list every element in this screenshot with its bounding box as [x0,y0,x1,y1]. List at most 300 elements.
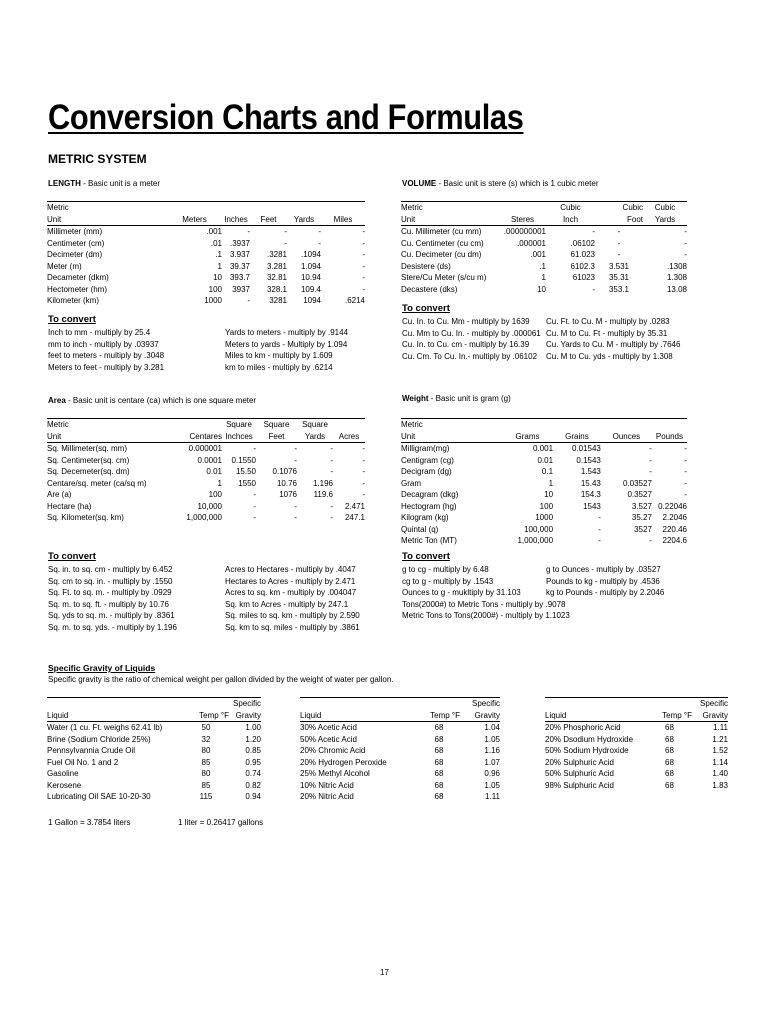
table-cell: 1.00 [245,723,261,733]
column-header: Unit [401,431,502,443]
column-header-top [47,698,183,710]
conversion-formula: Sq. Ft. to sq. m. - multiply by .0929 [48,588,172,598]
table-cell: Quintal (q) [401,524,439,534]
table-cell: .001 [206,227,222,237]
volume-convert-right [546,316,680,362]
volume-heading: VOLUME - Basic unit is stere (s) which is 1 cubic meter [402,179,599,188]
conversion-formula: Cu. In. to Cu. cm - multiply by 16.39 [402,340,530,350]
table-cell: 1.14 [712,757,728,767]
column-header-top: Cubic [595,202,643,214]
conversion-formula: Pounds to kg - multiply by .4536 [546,576,660,586]
table-cell: 85 [201,780,211,790]
conversion-formula: Sq. in. to sq. cm - multiply by 6.452 [48,565,173,574]
column-header-top: Specific [460,698,500,710]
table-cell: - [362,238,365,248]
area-convert-heading: To convert [48,551,96,562]
table-cell: 1.094 [300,261,321,271]
conversion-formula: Cu. M to Cu. yds - multiply by 1.308 [546,351,673,361]
conversion-formula: Cu. Cm. To Cu. In.- multiply by .06102 [402,351,538,361]
column-header: Unit [47,431,157,443]
table-row [47,478,365,490]
column-header: Grams [502,431,553,443]
table-cell: 13.08 [666,284,687,294]
table-cell: 0.1543 [576,455,601,465]
conversion-formula: Acres to Hectares - multiply by .4047 [225,565,356,574]
table-cell: .001 [530,250,546,260]
column-header: Yards [643,214,687,226]
table-cell: 1.21 [712,734,728,744]
table-row [401,535,687,547]
table-cell: 1094 [303,296,321,306]
table-cell: 1 [541,273,546,283]
table-cell: Decimeter (dm) [47,250,103,260]
table-cell: 68 [665,723,674,733]
table-row [47,466,365,478]
table-cell: 1000 [204,296,222,306]
table-cell: 1.20 [245,734,261,744]
conversion-formula [546,610,664,622]
table-cell: 1.05 [484,780,500,790]
table-cell: 10.76 [276,478,297,488]
column-header-top: Square [297,419,333,431]
table-cell: 32.81 [266,273,287,283]
table-cell: Sq. Millimeter(sq. mm) [47,444,128,454]
table-cell: Decameter (dkm) [47,273,109,283]
table-cell: Centigram (cg) [401,455,454,465]
column-header: Gravity [692,710,728,722]
table-cell: 50% Sodium Hydroxide [545,746,629,756]
table-cell: Hectogram (hg) [401,501,457,511]
column-header-top [300,698,418,710]
table-cell: 247.1 [344,513,365,523]
table-cell: 1,000,000 [517,536,554,546]
table-row [545,734,728,746]
table-cell: .1308 [666,261,687,271]
table-cell: 68 [434,723,444,733]
table-cell: 0.96 [484,769,500,779]
length-convert-left [48,327,164,373]
table-cell: - [318,238,321,248]
volume-convert-heading: To convert [402,303,450,314]
column-header: Ounces [601,431,652,443]
table-cell: - [362,467,365,477]
table-cell: 20% Chromic Acid [300,746,366,756]
table-cell: 1.40 [712,769,728,779]
table-row [300,768,500,780]
table-cell: 0.74 [245,769,261,779]
table-cell: 0.1076 [272,467,297,477]
table-cell: .3281 [266,250,287,260]
table-cell: - [330,444,333,454]
table-cell: - [684,467,687,477]
column-header: Inches [222,214,250,226]
table-cell: - [362,261,365,271]
table-cell: 393.7 [229,273,250,283]
column-header-top [157,419,222,431]
table-cell: 10 [544,490,554,500]
table-cell: - [284,238,287,248]
table-row [401,443,687,455]
table-cell: 3937 [232,284,250,294]
table-row [47,791,261,803]
table-cell: - [684,490,687,500]
column-header-top [287,202,321,214]
table-row [545,780,728,792]
page-number: 17 [380,968,389,977]
table-row [545,757,728,769]
table-cell: 1.52 [712,746,728,756]
length-convert-right [225,327,348,373]
table-cell: - [294,455,297,465]
column-header-top: Specific [229,698,261,710]
table-cell: 25% Methyl Alcohol [300,769,370,779]
table-cell: - [649,444,652,454]
table-row [47,501,365,513]
table-row [401,501,687,513]
table-cell: Kilometer (km) [47,296,100,306]
table-row [47,455,365,467]
column-header-top: Cubic [643,202,687,214]
table-cell: - [318,227,321,237]
table-cell: 10,000 [197,501,222,511]
table-cell: 100 [208,490,222,500]
table-cell: 220.46 [662,524,687,534]
table-cell: - [330,455,333,465]
table-row [401,261,687,273]
table-cell: Metric Ton (MT) [401,536,457,546]
column-header-top [167,202,222,214]
table-cell: 68 [434,757,444,767]
table-cell: 85 [201,757,211,767]
table-cell: 0.000001 [188,444,222,454]
table-cell: 68 [665,769,674,779]
table-cell: 68 [434,780,444,790]
table-cell: 115 [199,792,213,802]
table-cell: 50% Sulphuric Acid [545,769,614,779]
table-cell: - [247,296,250,306]
table-cell: 100 [208,284,222,294]
table-cell: - [617,250,621,260]
table-cell: Pennsylvannia Crude Oil [47,746,136,756]
column-header: Temp °F [647,710,692,722]
table-cell: 1000 [535,513,554,523]
table-cell: 10 [213,273,222,283]
table-cell: 0.82 [245,780,261,790]
table-row [47,295,365,307]
table-cell: Decastere (dks) [401,284,458,294]
table-cell: .1094 [300,250,321,260]
conversion-formula: Meters to yards - Multiply by 1.094 [225,339,348,349]
table-cell: - [592,284,595,294]
column-header: Miles [321,214,365,226]
area-convert-left [48,564,177,634]
table-cell: Meter (m) [47,261,82,271]
conversion-formula: Cu. Yards to Cu. M - multiply by .7646 [546,340,681,350]
table-cell: 68 [434,792,444,802]
table-cell: 10.94 [300,273,321,283]
table-cell: 328.1 [266,284,287,294]
conversion-formula: Meters to feet - multiply by 3.281 [48,362,165,372]
table-cell: Sq. Kilometer(sq. km) [47,513,124,523]
table-cell: Hectare (ha) [47,501,92,511]
table-cell: 1.308 [666,273,687,283]
table-cell: 3.281 [266,261,287,271]
table-row [47,734,261,746]
table-cell: Kilogram (kg) [401,513,449,523]
table-row [401,272,687,284]
column-header-top [499,202,546,214]
column-header-top: Metric [47,419,157,431]
table-cell: 100,000 [524,524,554,534]
table-cell: 1.05 [484,734,500,744]
table-cell: - [284,227,287,237]
conversion-formula: kg to Pounds - multiply by 2.2046 [546,588,665,598]
volume-convert-left [402,316,541,362]
table-cell: 6102.3 [570,261,595,271]
table-cell: 61023 [572,273,595,283]
table-cell: 3.527 [631,501,652,511]
table-cell: 20% Nitric Acid [300,792,354,802]
table-cell: 0.01543 [571,444,601,454]
table-cell: 2.2046 [662,513,687,523]
table-cell: 50% Acetic Acid [300,734,357,744]
column-header: Acres [333,431,365,443]
table-cell: .000001 [517,238,546,248]
table-cell: 0.0001 [197,455,222,465]
table-cell: - [362,444,365,454]
table-cell: 20% Dsodium Hydroxide [545,734,634,744]
conversion-formula: Sq. km to sq. miles - multiply by .3861 [225,622,360,632]
column-header-top [183,698,229,710]
conversion-formula: Miles to km - multiply by 1.609 [225,351,333,361]
table-cell: - [253,444,256,454]
weight-convert-right [546,564,664,622]
column-header-top: Metric [401,419,502,431]
table-cell: - [649,536,652,546]
table-cell: 1.543 [580,467,601,477]
column-header: Grains [553,431,601,443]
column-header-top: Cubic [546,202,595,214]
table-cell: 1 [217,478,222,488]
table-row [401,489,687,501]
metric-system-heading: METRIC SYSTEM [48,152,147,166]
table-row [545,722,728,734]
column-header: Gravity [229,710,261,722]
table-cell: 68 [665,746,674,756]
table-row [401,284,687,296]
table-cell: 10 [537,284,546,294]
table-cell: Decagram (dkg) [401,490,459,500]
table-cell: 0.01 [206,467,222,477]
conversion-formula: Cu. Mm to Cu. In. - multiply by .000061 [402,328,541,338]
conversion-formula: Acres to sq. km - multiply by .004047 [225,588,357,598]
table-cell: Water (1 cu. Ft. weighs 62.41 lb) [47,723,163,733]
table-row [300,791,500,803]
table-cell: .000000001 [503,227,546,237]
column-header-top [601,419,652,431]
table-cell: 1.196 [312,478,333,488]
table-cell: 2.471 [344,501,365,511]
table-cell: Sq. Decemeter(sq. dm) [47,467,130,477]
table-cell: 68 [434,734,444,744]
table-cell: 68 [665,757,674,767]
column-header: Foot [595,214,643,226]
column-header-top [250,202,287,214]
column-header: Meters [167,214,222,226]
conversion-formula: Sq. miles to sq. km - multiply by 2.590 [225,611,360,621]
table-cell: Kerosene [47,780,82,790]
column-header: Unit [401,214,499,226]
table-row [47,780,261,792]
table-cell: - [684,250,687,260]
column-header: Pounds [652,431,687,443]
table-cell: - [617,227,621,237]
column-header-top: Metric [401,202,499,214]
table-cell: Millimeter (mm) [47,227,103,237]
area-table [47,418,365,524]
table-cell: 80 [201,769,211,779]
length-table [47,201,365,307]
table-cell: - [684,455,687,465]
conversion-formula: Yards to meters - multiply by .9144 [225,328,349,337]
table-cell: 35.27 [631,513,652,523]
column-header: Liquid [47,710,183,722]
table-cell: - [294,513,297,523]
table-cell: 32 [201,734,211,744]
column-header: Liquid [545,710,647,722]
table-row [47,226,365,238]
table-row [300,745,500,757]
table-cell: - [617,238,621,248]
table-cell: Cu. Decimeter (cu dm) [401,250,482,260]
table-cell: 1550 [238,478,256,488]
table-cell: 0.22046 [658,501,687,511]
table-cell: 1.11 [485,792,500,802]
table-cell: 15.43 [580,478,601,488]
table-cell: - [294,444,297,454]
table-cell: - [330,513,333,523]
table-cell: 10% Nitric Acid [300,780,354,790]
table-cell: - [598,524,601,534]
table-cell: - [253,501,256,511]
column-header-top: Metric [47,202,167,214]
table-cell: - [684,444,687,454]
table-cell: - [362,250,365,260]
table-cell: Gram [401,478,421,488]
table-row [300,757,500,769]
column-header: Gravity [460,710,500,722]
conversion-formula: Cu. Ft. to Cu. M - multiply by .0283 [546,317,670,326]
table-cell: - [649,455,652,465]
conversion-formula: feet to meters - multiply by .3048 [48,351,165,361]
conversion-formula: Inch to mm - multiply by 25.4 [48,328,151,337]
table-cell: - [330,467,333,477]
conversion-formula: cg to g - multiply by .1543 [402,576,494,586]
table-cell: 109.4 [300,284,321,294]
table-row [47,272,365,284]
liter-note: 1 liter = 0.26417 gallons [178,818,264,827]
table-cell: Cu. Millimeter (cu mm) [401,227,482,237]
table-cell: 0.001 [533,444,554,454]
table-cell: - [684,227,687,237]
column-header-top: Square [222,419,256,431]
table-cell: .01 [210,238,222,248]
table-cell: 154.3 [580,490,601,500]
table-cell: - [598,513,601,523]
table-cell: - [362,284,365,294]
table-cell: .6214 [344,296,365,306]
weight-convert-left [402,564,570,622]
table-row [300,734,500,746]
table-cell: 0.85 [245,746,261,756]
table-cell: 39.37 [229,261,250,271]
table-cell: .3937 [229,238,250,248]
gallon-note: 1 Gallon = 3.7854 liters [48,818,131,827]
table-cell: - [294,501,297,511]
table-cell: .06102 [570,238,595,248]
table-cell: 1543 [583,501,601,511]
column-header: Liquid [300,710,418,722]
table-row [47,238,365,250]
table-row [300,780,500,792]
specific-gravity-heading: Specific Gravity of Liquids [48,663,156,673]
conversion-formula: Sq. km to Acres - multiply by 247.1 [225,599,349,609]
table-cell: - [247,227,250,237]
column-header: Centares [157,431,222,443]
table-cell: 0.94 [245,792,261,802]
weight-convert-heading: To convert [402,551,450,562]
table-cell: - [592,227,595,237]
table-cell: 68 [665,780,674,790]
conversion-formula [546,599,664,611]
table-cell: .1 [215,250,222,260]
column-header: Yards [287,214,321,226]
table-cell: 1.04 [484,723,500,733]
table-cell: - [362,455,365,465]
gravity-table-3 [545,697,728,791]
table-row [545,768,728,780]
table-cell: Gasoline [47,769,79,779]
table-cell: Centare/sq. meter (ca/sq m) [47,478,147,488]
table-cell: Stere/Cu Meter (s/cu m) [401,273,487,283]
table-cell: 1.16 [484,746,500,756]
conversion-formula: Metric Tons to Tons(2000#) - multiply by 1.1023 [402,611,570,621]
table-cell: Lubricating Oil SAE 10-20-30 [47,792,151,802]
table-cell: 0.03527 [622,478,652,488]
column-header-top [553,419,601,431]
weight-heading: Weight - Basic unit is gram (g) [402,394,511,403]
table-cell: - [253,490,256,500]
table-cell: 35.31 [608,273,630,283]
column-header: Feet [256,431,297,443]
table-cell: 68 [434,746,444,756]
table-cell: 1 [217,261,222,271]
volume-table [401,201,687,295]
page-title: Conversion Charts and Formulas [48,98,524,137]
column-header: Temp °F [183,710,229,722]
conversion-formula: Tons(2000#) to Metric Tons - multiply by .9078 [402,599,566,609]
table-cell: Centimeter (cm) [47,238,105,248]
table-cell: 0.3527 [627,490,652,500]
table-cell: - [362,490,365,500]
table-cell: Decigram (dg) [401,467,452,477]
table-cell: 68 [434,769,444,779]
table-row [47,768,261,780]
conversion-formula: Cu. In. to Cu. Mm - multiply by 1639 [402,317,530,326]
table-cell: - [330,501,333,511]
table-cell: 1.07 [484,757,500,767]
conversion-formula: Sq. cm to sq. in. - multiply by .1550 [48,576,173,586]
